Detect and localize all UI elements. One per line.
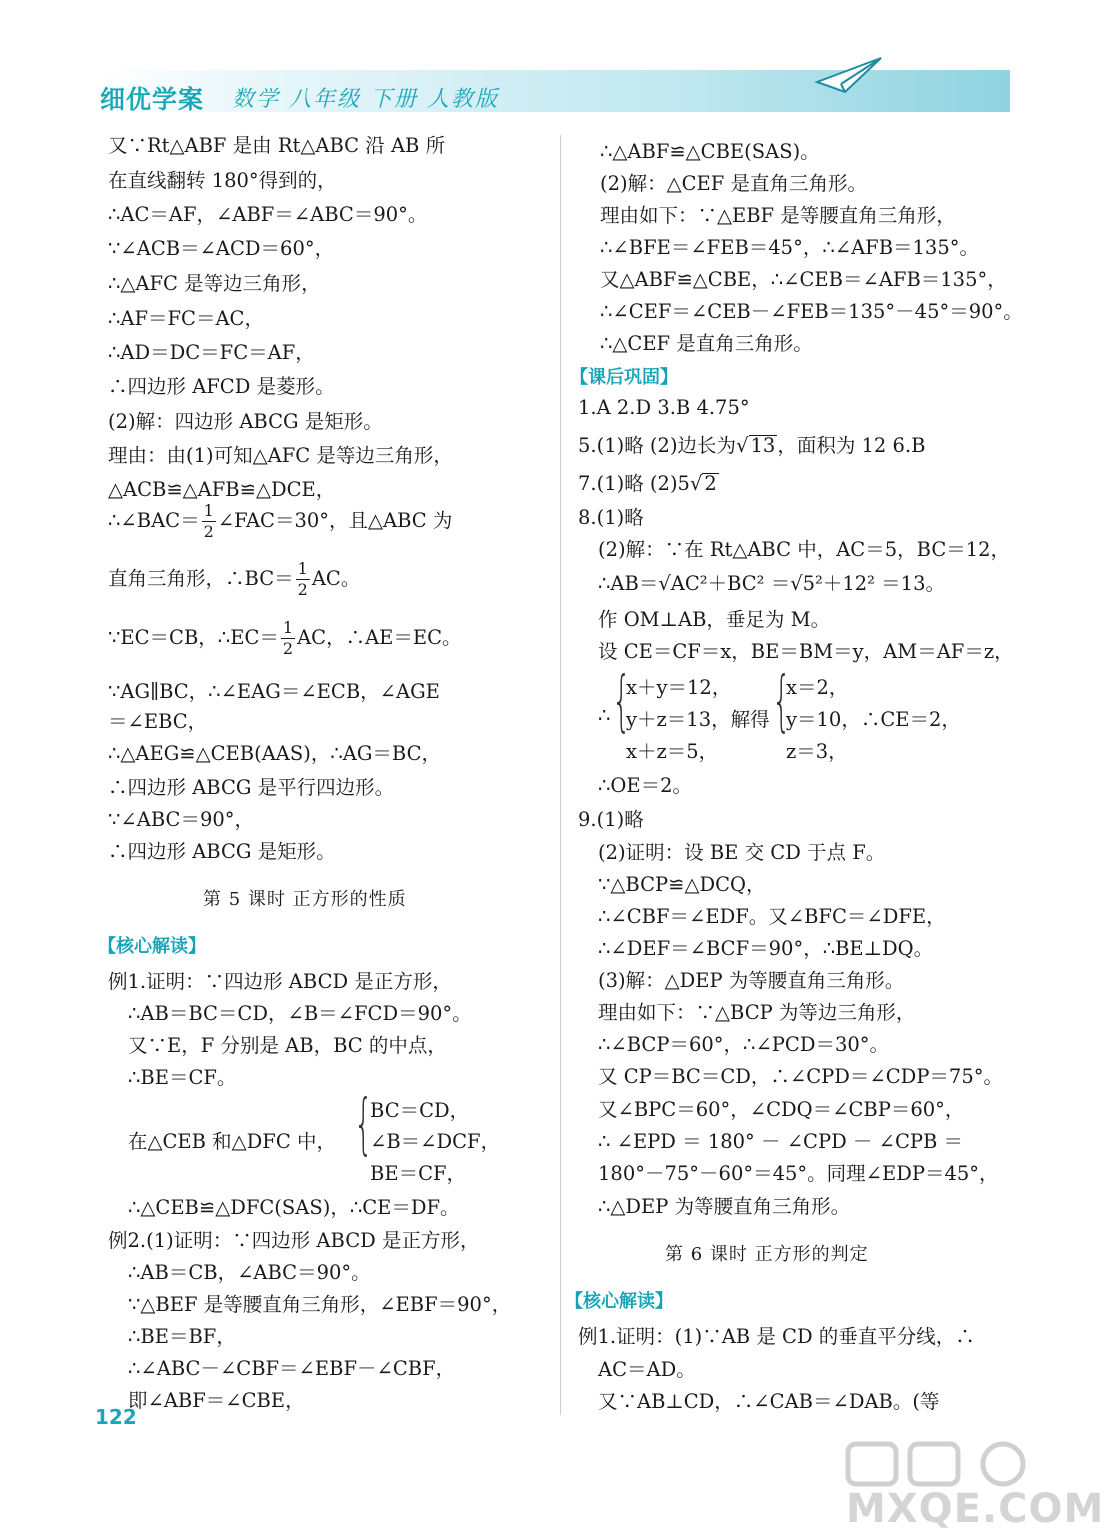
- text-line: 在直线翻转 180°得到的，: [108, 169, 337, 192]
- system-equation: x＋z＝5，: [626, 740, 719, 763]
- tag-core-reading: [565, 1287, 673, 1313]
- text-line: △ACB≌△AFB≌△DCE，: [108, 478, 336, 501]
- text-line: AC＝AD。: [598, 1358, 696, 1381]
- numerator: 1: [297, 559, 308, 578]
- text-line: 例2.(1)证明：∵四边形 ABCD 是正方形，: [108, 1229, 480, 1252]
- watermark-logo: [838, 1440, 1104, 1532]
- text-line: ∴∠CBF＝∠EDF。又∠BFC＝∠DFE，: [598, 905, 946, 928]
- system-equation: BE＝CF，: [370, 1162, 467, 1185]
- answer-line: 9.(1)略: [578, 808, 644, 831]
- text-line: ∵∠ACB＝∠ACD＝60°，: [108, 237, 335, 260]
- text-segment: ，面积为 12 6.B: [777, 434, 926, 457]
- tag-label: 【核心解读】: [98, 936, 206, 957]
- section-title-5: 第 5 课时 正方形的性质: [203, 889, 407, 910]
- text-line: ∴∠BFE＝∠FEB＝45°，∴∠AFB＝135°。: [600, 236, 979, 259]
- text-line: 理由：由(1)可知△AFC 是等边三角形，: [108, 444, 453, 467]
- fraction: [296, 561, 310, 598]
- text-line: ∴四边形 ABCG 是矩形。: [108, 840, 336, 863]
- brace-symbol: {: [354, 1085, 373, 1162]
- book-subtitle: 数学 八年级 下册 人教版: [232, 87, 499, 112]
- text-line: ∴ ∠EPD ＝ 180° － ∠CPD － ∠CPB ＝: [598, 1130, 964, 1153]
- text-line: ∴∠CEF＝∠CEB－∠FEB＝135°－45°＝90°。: [600, 300, 1023, 323]
- system-prefix: ∴: [598, 704, 611, 727]
- watermark-text: MXQE.COM: [846, 1486, 1104, 1532]
- system-solution: x＝2，: [786, 676, 849, 699]
- text-segment: ∴∠BAC＝: [108, 509, 200, 532]
- tag-after-class: [570, 363, 678, 389]
- paper-plane-icon: [815, 52, 885, 97]
- fraction-line: [108, 620, 462, 657]
- text-line: ∴AB＝√AC²＋BC² ＝√5²＋12² ＝13。: [598, 572, 945, 595]
- text-line: ∴△ABF≌△CBE(SAS)。: [600, 140, 820, 163]
- text-line: ∴△CEF 是直角三角形。: [600, 332, 813, 355]
- system-solution: y＝10，∴CE＝2，: [786, 708, 961, 731]
- text-line: ∴∠BCP＝60°，∴∠PCD＝30°。: [598, 1033, 890, 1056]
- page-header: [0, 0, 1056, 120]
- denominator: 2: [297, 580, 308, 599]
- answer-line: 8.(1)略: [578, 506, 644, 529]
- text-line: ∴OE＝2。: [598, 774, 693, 797]
- text-line: ∴AB＝BC＝CD，∠B＝∠FCD＝90°。: [128, 1002, 472, 1025]
- text-segment: ∵EC＝CB，∴EC＝: [108, 626, 279, 649]
- text-line: 又 CP＝BC＝CD，∴∠CPD＝∠CDP＝75°。: [598, 1065, 1003, 1088]
- page-number: 122: [95, 1405, 137, 1429]
- tag-label: 【课后巩固】: [570, 367, 678, 388]
- tag-label: 【核心解读】: [565, 1291, 673, 1312]
- text-segment: AC。: [311, 567, 361, 590]
- text-line: ∴BE＝CF。: [128, 1066, 237, 1089]
- text-line: ∴△DEP 为等腰直角三角形。: [598, 1195, 851, 1218]
- text-line: 又∵Rt△ABF 是由 Rt△ABC 沿 AB 所: [108, 134, 446, 157]
- text-line: 作 OM⊥AB，垂足为 M。: [598, 608, 831, 631]
- system-equation: ∠B＝∠DCF，: [370, 1130, 501, 1153]
- denominator: 2: [203, 522, 214, 541]
- text-segment: 5.(1)略 (2)边长为: [578, 434, 737, 457]
- text-line: ∴AF＝FC＝AC，: [108, 307, 264, 330]
- column-divider: [560, 135, 561, 1415]
- text-line: 设 CE＝CF＝x，BE＝BM＝y，AM＝AF＝z，: [598, 640, 1014, 663]
- text-segment: ∠FAC＝30°，且△ABC 为: [217, 509, 453, 532]
- section-title-6: 第 6 课时 正方形的判定: [665, 1244, 869, 1265]
- text-line: ∴AD＝DC＝FC＝AF，: [108, 341, 315, 364]
- brace-symbol: {: [612, 662, 631, 739]
- fraction-line: [108, 503, 452, 540]
- text-line: ∴AB＝CB，∠ABC＝90°。: [128, 1261, 371, 1284]
- system-equation: BC＝CD，: [370, 1099, 470, 1122]
- text-line: (2)证明：设 BE 交 CD 于点 F。: [598, 841, 886, 864]
- series-logo: 细优学案: [100, 85, 205, 114]
- answer-line: 5.(1)略 (2)边长为√ 13 ，面积为 12 6.B: [578, 434, 926, 457]
- text-line: ∴四边形 ABCG 是平行四边形。: [108, 776, 395, 799]
- text-line: ∴△AEG≌△CEB(AAS)，∴AG＝BC，: [108, 742, 442, 765]
- text-line: ∵∠ABC＝90°，: [108, 808, 255, 831]
- text-line: 又∵AB⊥CD，∴∠CAB＝∠DAB。(等: [598, 1390, 940, 1413]
- text-line: ＝∠EBC，: [108, 710, 208, 733]
- text-line: (2)解：△CEF 是直角三角形。: [600, 172, 868, 195]
- text-line: 例1.证明：(1)∵AB 是 CD 的垂直平分线，∴: [578, 1325, 975, 1348]
- radicand: 2: [704, 472, 717, 495]
- denominator: 2: [282, 639, 294, 658]
- fraction: [202, 503, 216, 540]
- text-line: ∵△BCP≌△DCQ，: [598, 873, 766, 896]
- text-line: ∵AG∥BC，∴∠EAG＝∠ECB，∠AGE: [108, 680, 440, 703]
- text-line: 例1.证明：∵四边形 ABCD 是正方形，: [108, 970, 452, 993]
- numerator: 1: [282, 618, 294, 637]
- text-line: 理由如下：∵△BCP 为等边三角形，: [598, 1001, 916, 1024]
- fraction-line: [108, 561, 360, 598]
- text-line: (2)解：四边形 ABCG 是矩形。: [108, 410, 383, 433]
- text-line: 即∠ABF＝∠CBE，: [128, 1389, 305, 1412]
- text-line: ∴∠DEF＝∠BCF＝90°，∴BE⊥DQ。: [598, 937, 934, 960]
- fraction: [281, 620, 295, 657]
- text-line: ∴AC＝AF，∠ABF＝∠ABC＝90°。: [108, 203, 428, 226]
- text-line: ∴△CEB≌△DFC(SAS)，∴CE＝DF。: [128, 1196, 460, 1219]
- text-line: (3)解：△DEP 为等腰直角三角形。: [598, 969, 905, 992]
- text-line: ∴∠ABC－∠CBF＝∠EBF－∠CBF，: [128, 1357, 456, 1380]
- text-line: ∵△BEF 是等腰直角三角形，∠EBF＝90°，: [128, 1293, 512, 1316]
- text-line: 在△CEB 和△DFC 中，: [128, 1130, 336, 1153]
- text-line: 理由如下：∵△EBF 是等腰直角三角形，: [600, 204, 956, 227]
- brace-symbol: {: [772, 662, 791, 739]
- answer-line: 1.A 2.D 3.B 4.75°: [578, 396, 750, 419]
- text-line: 180°－75°－60°＝45°。同理∠EDP＝45°，: [598, 1162, 999, 1185]
- answer-line: 7.(1)略 (2)5√ 2: [578, 472, 717, 495]
- text-line: ∴△AFC 是等边三角形，: [108, 272, 321, 295]
- text-segment: AC，∴AE＝EC。: [297, 626, 462, 649]
- text-segment: 7.(1)略 (2)5: [578, 472, 690, 495]
- text-line: 又∠BPC＝60°，∠CDQ＝∠CBP＝60°，: [598, 1098, 965, 1121]
- text-line: ∴BE＝BF，: [128, 1325, 236, 1348]
- system-solution: z＝3，: [786, 740, 848, 763]
- system-equation: y＋z＝13，解得: [626, 708, 770, 731]
- radicand: 13: [750, 434, 776, 457]
- system-equation: x＋y＝12，: [626, 676, 732, 699]
- text-segment: 直角三角形，∴BC＝: [108, 567, 294, 590]
- text-line: 又△ABF≌△CBE，∴∠CEB＝∠AFB＝135°，: [600, 268, 1007, 291]
- text-line: 又∵E，F 分别是 AB，BC 的中点，: [128, 1034, 447, 1057]
- text-line: (2)解：∵在 Rt△ABC 中，AC＝5，BC＝12，: [598, 538, 1011, 561]
- tag-core-reading: [98, 932, 206, 958]
- text-line: ∴四边形 AFCD 是菱形。: [108, 375, 335, 398]
- numerator: 1: [203, 501, 214, 520]
- answer-stamp-icon: [838, 1440, 1043, 1490]
